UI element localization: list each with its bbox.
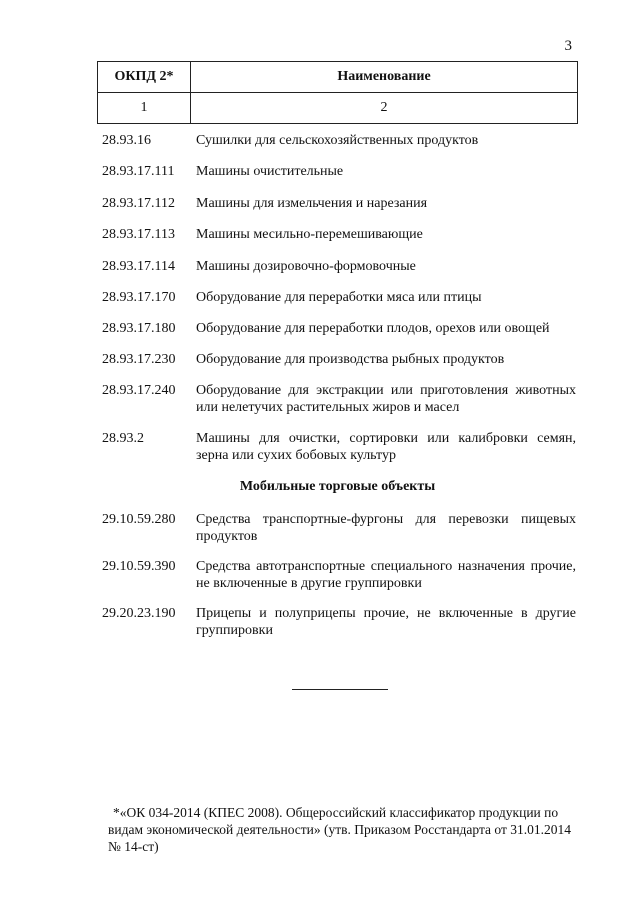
section-title: Мобильные торговые объекты bbox=[239, 479, 436, 494]
row-code: 28.93.17.111 bbox=[102, 164, 175, 179]
row-code: 29.10.59.390 bbox=[102, 559, 176, 574]
row-name: Сушилки для сельскохозяйственных продуктов bbox=[196, 133, 479, 148]
header-row bbox=[98, 62, 578, 93]
footnote-mark: * bbox=[113, 805, 120, 820]
row-name: Оборудование для производства рыбных продуктов bbox=[196, 352, 505, 367]
row-name: Машины для измельчения и нарезания bbox=[196, 196, 428, 211]
footnote-text: «ОК 034-2014 (КПЕС 2008). Общероссийский классификатор продукции по видам экономической деятельности» (утв. Приказом Росстандарта от 31.01.2014 № 14-ст) bbox=[108, 805, 572, 854]
row-code: 28.93.16 bbox=[102, 133, 151, 148]
header-name: Наименование bbox=[191, 62, 578, 93]
header-okpd: ОКПД 2* bbox=[98, 62, 191, 93]
row-name: Прицепы и полуприцепы прочие, не включенные в другие группировки bbox=[196, 606, 576, 638]
row-name: Оборудование для переработки мяса или птицы bbox=[196, 290, 482, 305]
row-name: Машины дозировочно-формовочные bbox=[196, 259, 416, 274]
row-name: Машины для очистки, сортировки или калибровки семян, зерна или сухих бобовых культур bbox=[196, 431, 576, 463]
row-code: 28.93.17.180 bbox=[102, 321, 176, 336]
footnote bbox=[108, 804, 578, 855]
row-code: 28.93.17.230 bbox=[102, 352, 176, 367]
row-code: 28.93.2 bbox=[102, 431, 144, 446]
column-number-1: 1 bbox=[98, 93, 191, 124]
row-code: 28.93.17.113 bbox=[102, 227, 175, 242]
row-code: 28.93.17.114 bbox=[102, 259, 175, 274]
row-name: Машины очистительные bbox=[196, 164, 344, 179]
row-name: Средства автотранспортные специального назначения прочие, не включенные в другие группировки bbox=[196, 559, 576, 591]
row-code: 29.10.59.280 bbox=[102, 512, 176, 527]
table-header bbox=[97, 61, 578, 124]
footnote-separator bbox=[292, 689, 388, 690]
row-name: Оборудование для переработки плодов, орехов или овощей bbox=[196, 321, 550, 336]
row-name: Машины месильно-перемешивающие bbox=[196, 227, 423, 242]
row-name: Средства транспортные-фургоны для перевозки пищевых продуктов bbox=[196, 512, 576, 544]
row-code: 28.93.17.240 bbox=[102, 383, 176, 398]
row-code: 29.20.23.190 bbox=[102, 606, 176, 621]
row-code: 28.93.17.170 bbox=[102, 290, 176, 305]
numbering-row bbox=[98, 93, 578, 124]
page-number: 3 bbox=[564, 38, 572, 54]
column-number-2: 2 bbox=[191, 93, 578, 124]
row-name: Оборудование для экстракции или приготовления животных или нелетучих растительных жиров и масел bbox=[196, 383, 576, 415]
row-code: 28.93.17.112 bbox=[102, 196, 175, 211]
